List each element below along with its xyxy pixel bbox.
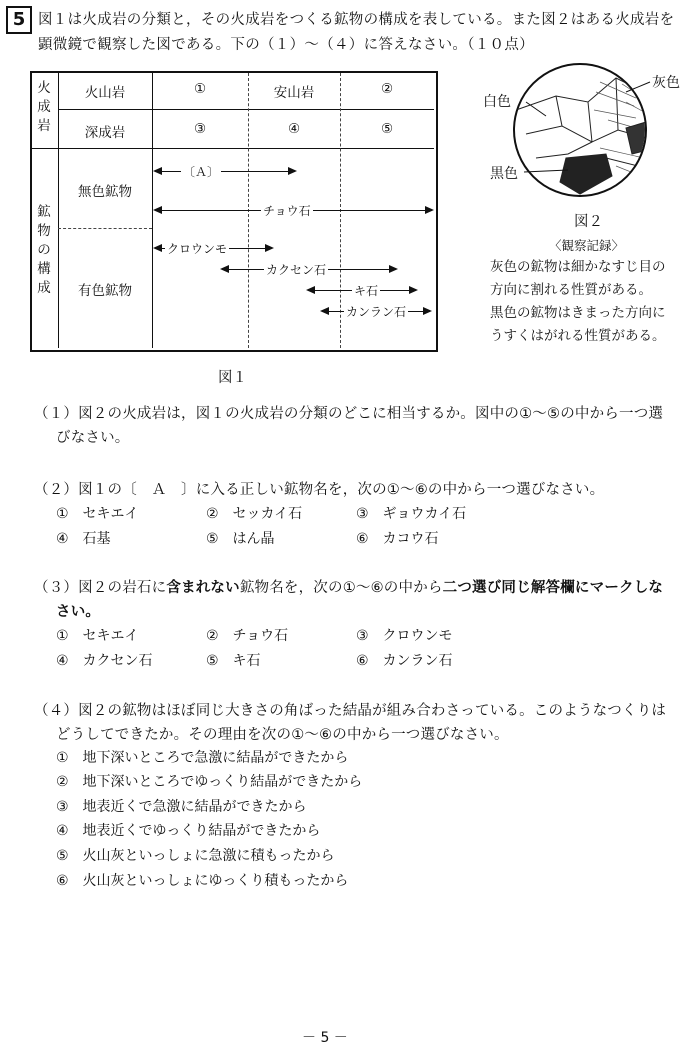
mineral-group-label: 鉱 物 の 構 成 (37, 204, 51, 296)
arrow-a: 〔Ａ〕 (155, 171, 295, 172)
q4-option-4[interactable]: ④ 地表近くでゆっくり結晶ができたから (56, 823, 321, 839)
q3-emphasis-1: 含まれない (166, 580, 240, 596)
q1-line-1: （１）図２の火成岩は，図１の火成岩の分類のどこに相当するか。図中の①～⑤の中から一つ選 (34, 406, 664, 422)
intro-line-2: 顕微鏡で観察した図である。下の（１）～（４）に答えなさい。（１０点） (38, 37, 534, 53)
cell-2: ② (380, 81, 394, 97)
q2-option-2[interactable]: ② セッカイ石 (206, 506, 303, 522)
q3-option-4[interactable]: ④ カクセン石 (56, 653, 153, 669)
obs-line: 黒色の鉱物はきまった方向に (490, 305, 666, 321)
q4-line-1: （４）図２の鉱物はほぼ同じ大きさの角ばった結晶が組み合わさっている。このようなつくりは (34, 703, 667, 719)
figure2-caption: 図２ (574, 214, 603, 230)
intro-line-1: 図１は火成岩の分類と，その火成岩をつくる鉱物の構成を表している。また図２はある火成岩を (38, 12, 675, 28)
observation-title: 〈観察記録〉 (549, 238, 625, 253)
q1-line-2: びなさい。 (56, 430, 130, 446)
page-number: － 5 － (302, 1030, 348, 1046)
label-gray: 灰色 (652, 75, 680, 91)
q2-option-5[interactable]: ⑤ はん晶 (206, 531, 275, 547)
cell-4: ④ (287, 121, 301, 137)
cell-andesite: 安山岩 (273, 85, 315, 101)
q3-line-1: （３）図２の岩石に含まれない鉱物名を，次の①～⑥の中から二つ選び同じ解答欄にマークしな (34, 580, 664, 596)
q3-option-3[interactable]: ③ クロウンモ (356, 628, 453, 644)
question-intro (38, 8, 678, 58)
arrow-kakusenseki: カクセン石 (222, 269, 396, 270)
q3-option-2[interactable]: ② チョウ石 (206, 628, 289, 644)
figure1-caption: 図１ (218, 370, 247, 386)
q3-option-1[interactable]: ① セキエイ (56, 628, 139, 644)
question-3 (34, 576, 684, 624)
col-divider-1 (58, 73, 59, 348)
obs-line: 方向に割れる性質がある。 (490, 282, 652, 298)
q3-emphasis-2: 二つ選び同じ解答欄にマークしな (442, 580, 664, 596)
obs-line: うすくはがれる性質がある。 (490, 328, 666, 344)
question-4 (34, 699, 684, 747)
label-black: 黒色 (490, 166, 518, 182)
cell-3: ③ (193, 121, 207, 137)
arrow-kiseki: キ石 (308, 290, 416, 291)
figure1-table (30, 71, 438, 352)
q2-option-6[interactable]: ⑥ カコウ石 (356, 531, 439, 547)
q3-option-5[interactable]: ⑤ キ石 (206, 653, 261, 669)
cell-5: ⑤ (380, 121, 394, 137)
q4-option-2[interactable]: ② 地下深いところでゆっくり結晶ができたから (56, 774, 363, 790)
q2-option-3[interactable]: ③ ギョウカイ石 (356, 506, 467, 522)
obs-line: 灰色の鉱物は細かなすじ目の (490, 259, 666, 275)
row-label-plutonic: 深成岩 (84, 125, 126, 141)
label-white: 白色 (483, 94, 511, 110)
q2-option-1[interactable]: ① セキエイ (56, 506, 139, 522)
row-divider-volcanic (58, 109, 434, 110)
q4-option-1[interactable]: ① 地下深いところで急激に結晶ができたから (56, 750, 349, 766)
q4-option-6[interactable]: ⑥ 火山灰といっしょにゆっくり積もったから (56, 873, 349, 889)
question-2: （２）図１の〔 Ａ 〕に入る正しい鉱物名を，次の①～⑥の中から一つ選びなさい。 (34, 482, 605, 498)
q4-line-2: どうしてできたか。その理由を次の①～⑥の中から一つ選びなさい。 (56, 727, 509, 743)
q4-option-3[interactable]: ③ 地表近くで急激に結晶ができたから (56, 799, 307, 815)
q4-option-5[interactable]: ⑤ 火山灰といっしょに急激に積もったから (56, 848, 335, 864)
arrow-chouseki: チョウ石 (155, 210, 432, 211)
q2-option-4[interactable]: ④ 石基 (56, 531, 111, 547)
q3-line-2: さい。 (56, 604, 101, 620)
rock-group-label: 火 成 岩 (37, 80, 51, 134)
observation-notes (490, 256, 690, 348)
arrow-kurounmo: クロウンモ (155, 248, 272, 249)
row-label-colored: 有色鉱物 (78, 283, 132, 299)
row-label-colorless: 無色鉱物 (78, 184, 132, 200)
dashed-divider-minerals (58, 228, 152, 229)
question-number-box: 5 (6, 6, 32, 34)
arrow-kanranseki: カンラン石 (322, 311, 430, 312)
cell-1: ① (193, 81, 207, 97)
question-1 (34, 402, 684, 450)
row-label-volcanic: 火山岩 (84, 85, 126, 101)
q3-option-6[interactable]: ⑥ カンラン石 (356, 653, 453, 669)
row-divider-main (32, 148, 434, 149)
